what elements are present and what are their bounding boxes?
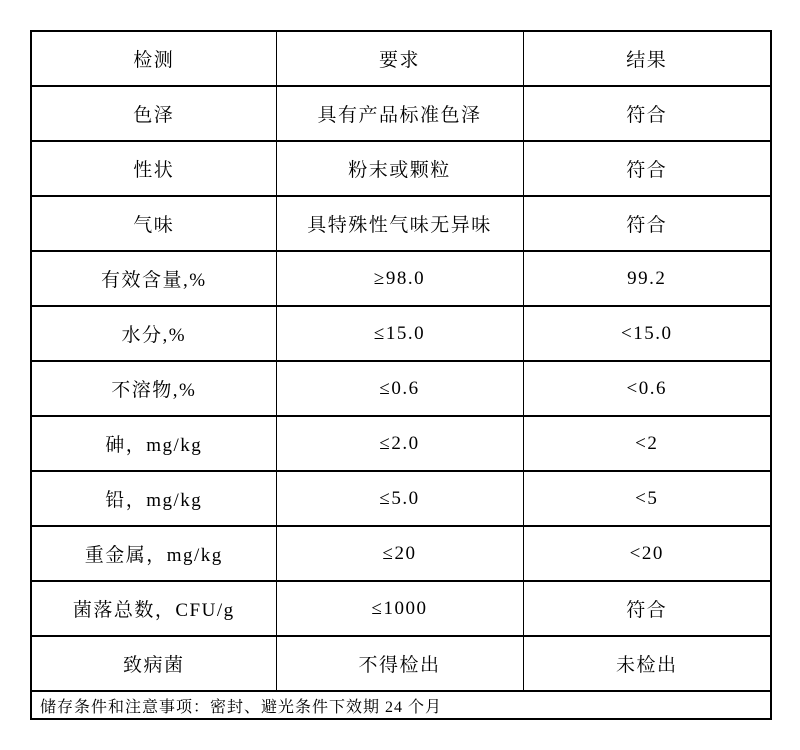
cell-result: <2 [523,416,771,471]
table-row [31,581,771,636]
cell-requirement: 具有产品标准色泽 [276,86,523,141]
table-row [31,86,771,141]
cell-requirement: ≤15.0 [276,306,523,361]
cell-result: 符合 [523,141,771,196]
cell-item: 砷，mg/kg [31,416,276,471]
cell-result: 99.2 [523,251,771,306]
cell-item: 色泽 [31,86,276,141]
header-cell-requirement: 要求 [276,31,523,86]
header-cell-result: 结果 [523,31,771,86]
cell-result: <5 [523,471,771,526]
cell-requirement: 不得检出 [276,636,523,691]
cell-item: 有效含量,% [31,251,276,306]
cell-item: 不溶物,% [31,361,276,416]
cell-item: 重金属，mg/kg [31,526,276,581]
cell-item: 气味 [31,196,276,251]
table-row [31,526,771,581]
cell-result: <15.0 [523,306,771,361]
table-body [31,86,771,691]
cell-requirement: 粉末或颗粒 [276,141,523,196]
cell-requirement: ≤20 [276,526,523,581]
cell-item: 菌落总数，CFU/g [31,581,276,636]
table-row [31,306,771,361]
table-row [31,196,771,251]
cell-item: 性状 [31,141,276,196]
table-row [31,471,771,526]
cell-item: 铅，mg/kg [31,471,276,526]
table-row [31,361,771,416]
cell-result: <0.6 [523,361,771,416]
table-row [31,141,771,196]
cell-requirement: ≤5.0 [276,471,523,526]
cell-result: 符合 [523,581,771,636]
cell-result: <20 [523,526,771,581]
cell-requirement: 具特殊性气味无异味 [276,196,523,251]
header-cell-item: 检测 [31,31,276,86]
cell-item: 水分,% [31,306,276,361]
cell-requirement: ≤1000 [276,581,523,636]
cell-requirement: ≤2.0 [276,416,523,471]
cell-result: 符合 [523,86,771,141]
table-footer-row [31,691,771,719]
cell-item: 致病菌 [31,636,276,691]
cell-result: 未检出 [523,636,771,691]
cell-result: 符合 [523,196,771,251]
table-header-row [31,31,771,86]
cell-requirement: ≤0.6 [276,361,523,416]
table-row [31,636,771,691]
table-row [31,416,771,471]
storage-note: 储存条件和注意事项：密封、避光条件下效期 24 个月 [31,691,771,719]
inspection-spec-table [30,30,772,720]
table-row [31,251,771,306]
cell-requirement: ≥98.0 [276,251,523,306]
spec-table-container [30,30,772,720]
